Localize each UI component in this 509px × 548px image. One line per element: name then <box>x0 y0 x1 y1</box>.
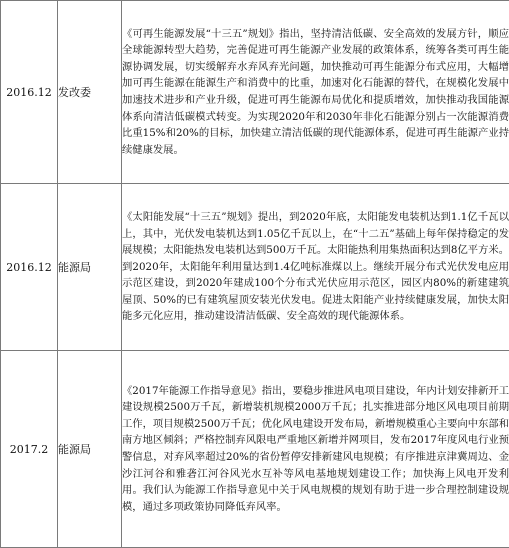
policy-text: 《可再生能源发展“十三五”规划》指出，坚持清洁低碳、安全高效的发展方针，顺应全球能源转型大趋势，完善促进可再生能源产业发展的政策体系，统筹各类可再生能源协调发展，切实缓解弃水弃风弃光问题，加快推动可再生能源分布式应用，大幅增加可再生能源在能源生产和消费中的比重，加速对化石能源的替代，在规模化发展中加速技术进步和产业升级，促进可再生能源布局优化和提质增效，加快推动我国能源体系向清洁低碳模式转变。为实现2020年和2030年非化石能源分别占一次能源消费比重15%和20%的目标，加快建立清洁低碳的现代能源体系，促进可再生能源产业持续健康发展。 <box>122 26 509 159</box>
policy-text: 《2017年能源工作指导意见》指出，要稳步推进风电项目建设，年内计划安排新开工建设规模2500万千瓦，新增装机规模2000万千瓦；扎实推进部分地区风电项目前期工作，项目规模2500万千瓦；优化风电建设开发布局，新增规模重心主要向中东部和南方地区倾斜；严格控制弃风限电严重地区新增并网项目，发布2017年度风电行业预警信息，对弃风率超过20%的省份暂停安排新建风电规模；有序推进京津冀周边、金沙江河谷和雅砻江河谷风光水互补等风电基地规划建设工作；加快海上风电开发利用。我们认为能源工作指导意见中关于风电规模的规划有助于进一步合理控制建设规模，通过多项政策协同降低弃风率。 <box>122 383 509 516</box>
policy-text: 《太阳能发展“十三五”规划》提出，到2020年底，太阳能发电装机达到1.1亿千瓦以上，其中，光伏发电装机达到1.05亿千瓦以上，在“十二五”基础上每年保持稳定的发展规模；太阳能热发电装机达到500万千瓦。太阳能热利用集热面积达到8亿平方米。到2020年，太阳能年利用量达到1.4亿吨标准煤以上。继续开展分布式光伏发电应用示范区建设，到2020年建成100个分布式光伏应用示范区，园区内80%的新建建筑屋顶、50%的已有建筑屋顶安装光伏发电。促进太阳能产业持续健康发展，加快太阳能多元化应用，推动建设清洁低碳、安全高效的现代能源体系。 <box>122 209 509 325</box>
table-row <box>1 1 509 184</box>
date-cell: 2017.2 <box>1 351 58 548</box>
date-cell: 2016.12 <box>1 1 58 184</box>
table-row <box>1 184 509 351</box>
content-cell <box>122 1 509 184</box>
org-cell: 发改委 <box>58 1 122 184</box>
content-cell <box>122 351 509 548</box>
org-cell: 能源局 <box>58 184 122 351</box>
table-row <box>1 351 509 548</box>
date-cell: 2016.12 <box>1 184 58 351</box>
org-cell: 能源局 <box>58 351 122 548</box>
content-cell <box>122 184 509 351</box>
